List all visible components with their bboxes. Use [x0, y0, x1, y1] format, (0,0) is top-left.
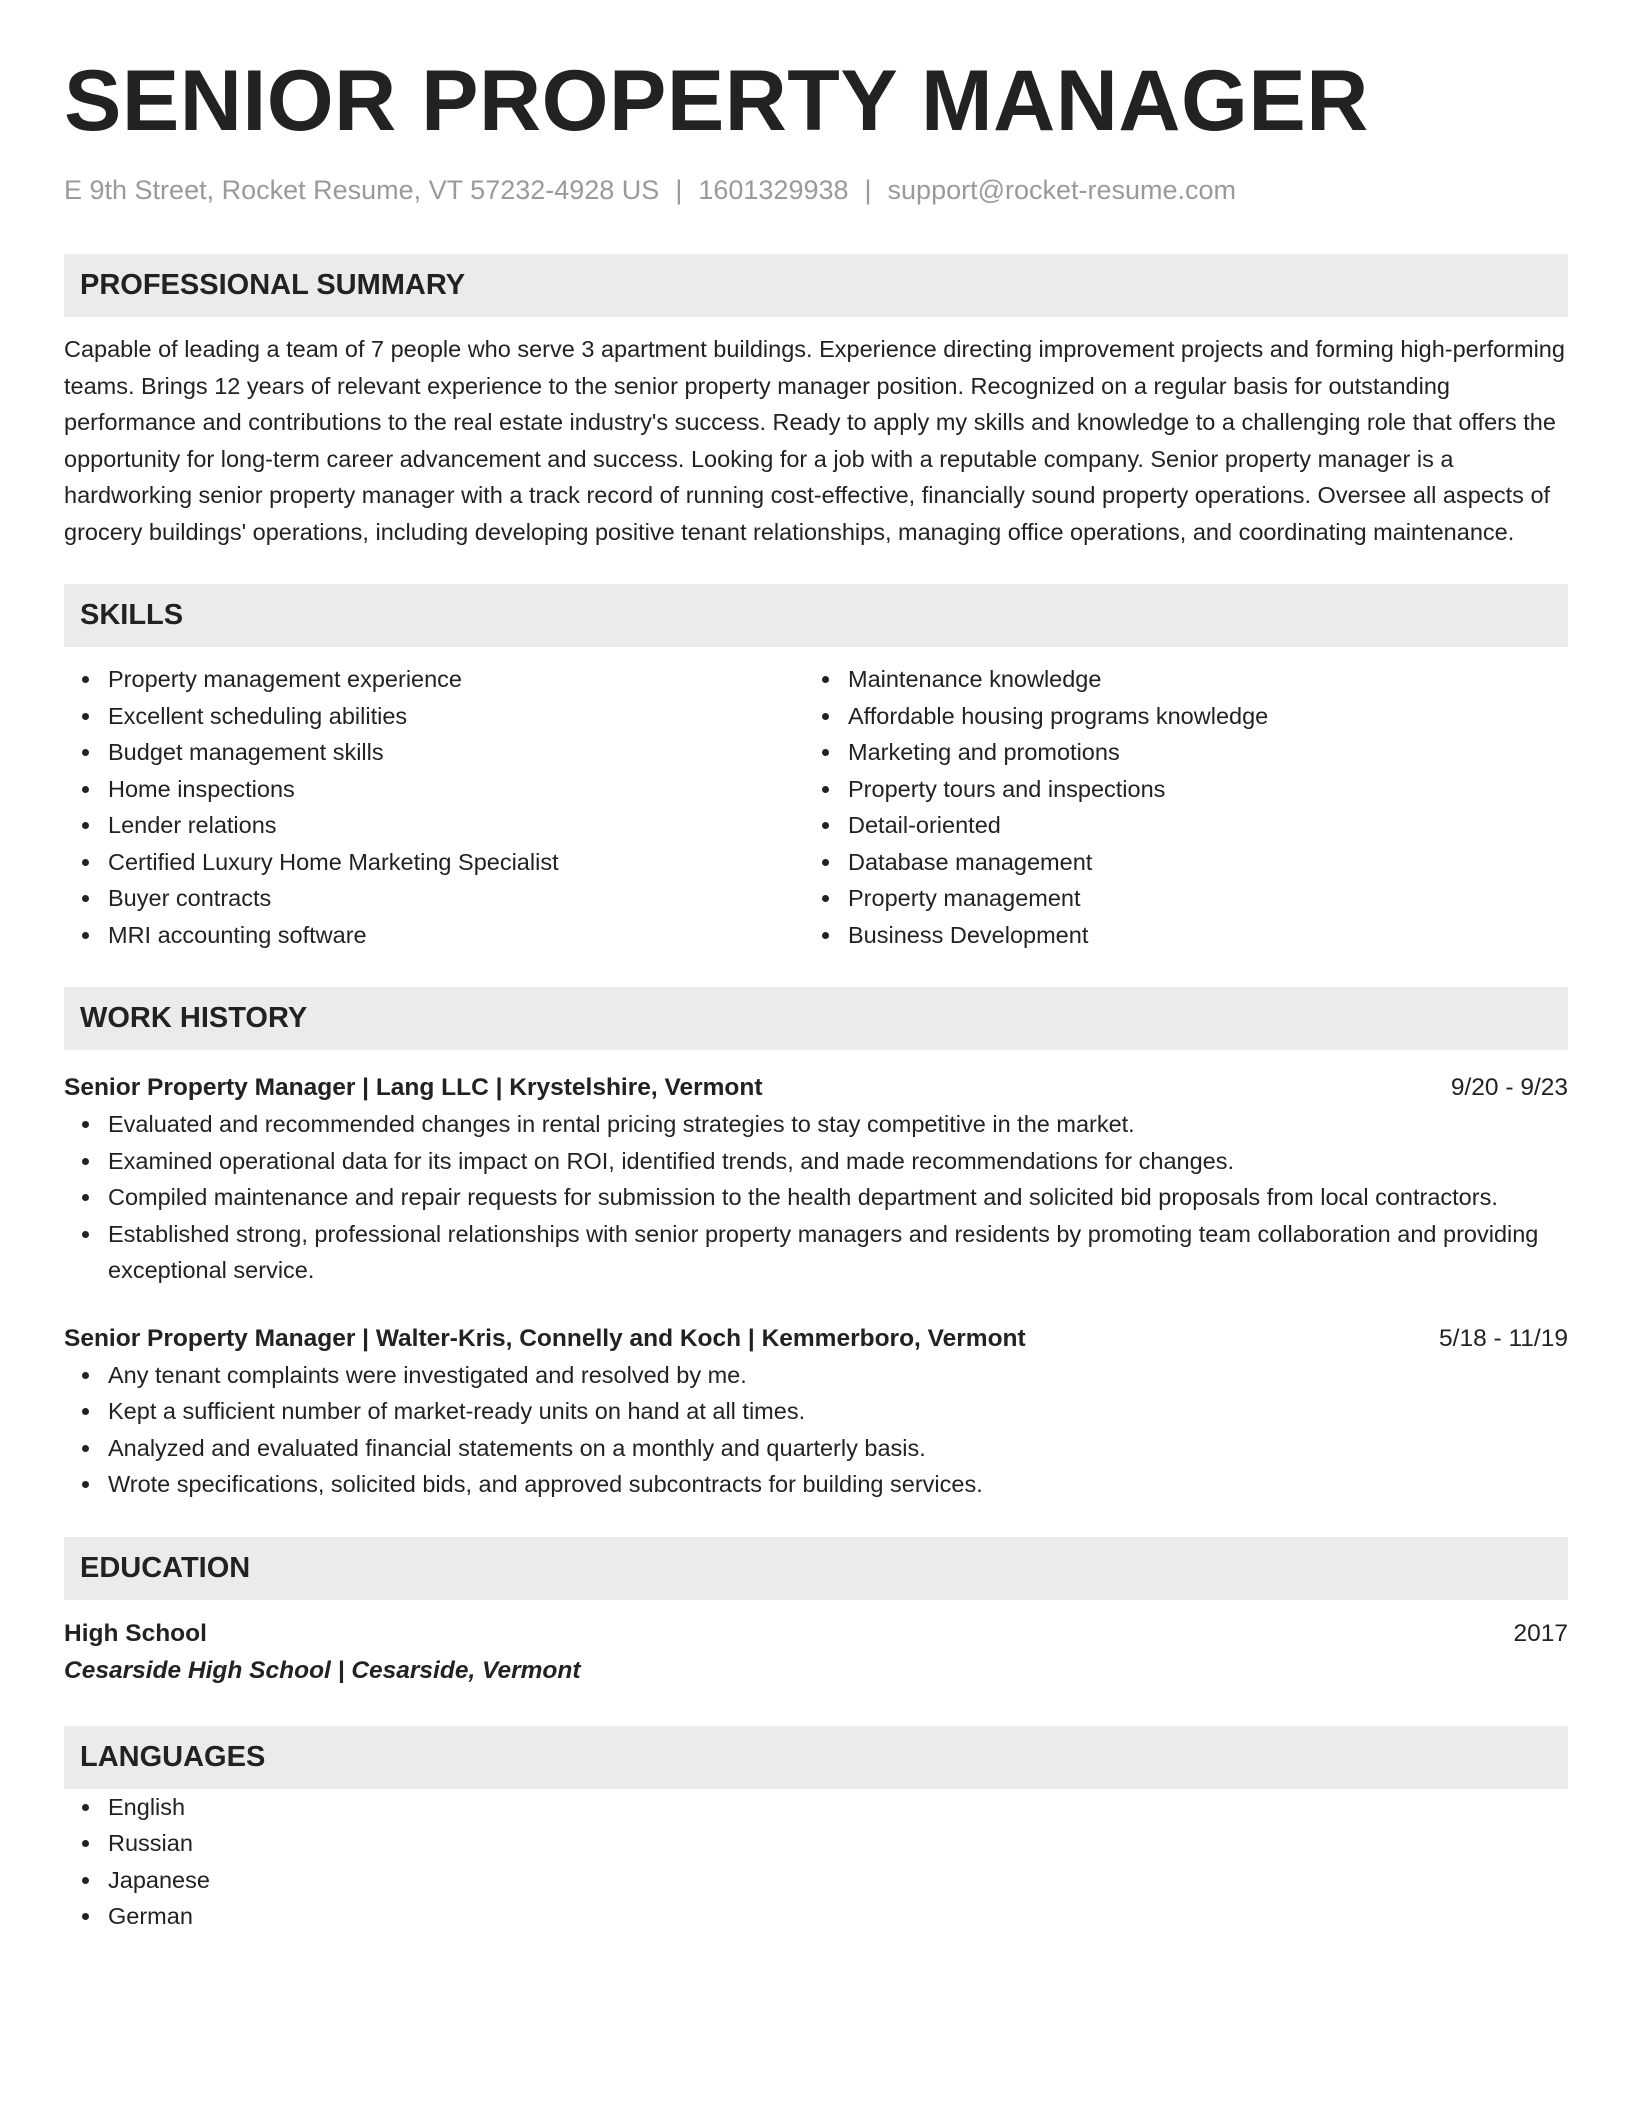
job-header: [64, 1070, 1568, 1106]
education-school: Cesarside High School | Cesarside, Vermont: [64, 1656, 581, 1684]
skill-item: Maintenance knowledge: [848, 661, 1544, 698]
skill-item: Buyer contracts: [108, 880, 804, 917]
skill-item: Detail-oriented: [848, 807, 1544, 844]
skills-grid: [64, 661, 1568, 953]
job-entry: [64, 1321, 1568, 1503]
contact-separator: |: [675, 175, 683, 205]
contact-address: E 9th Street, Rocket Resume, VT 57232-4928 US: [64, 175, 660, 205]
contact-separator: |: [864, 175, 872, 205]
language-item: Russian: [108, 1825, 1568, 1862]
job-bullet: Any tenant complaints were investigated and resolved by me.: [108, 1357, 1568, 1394]
education-year: 2017: [1513, 1619, 1568, 1647]
summary-heading: PROFESSIONAL SUMMARY: [64, 254, 1568, 317]
job-header: [64, 1321, 1568, 1357]
language-item: Japanese: [108, 1862, 1568, 1899]
skill-item: Business Development: [848, 917, 1544, 954]
job-bullet: Examined operational data for its impact on ROI, identified trends, and made recommendations for changes.: [108, 1143, 1568, 1180]
skills-list-right: [804, 661, 1544, 953]
skill-item: Property management experience: [108, 661, 804, 698]
skill-item: Lender relations: [108, 807, 804, 844]
skill-item: Property tours and inspections: [848, 771, 1544, 808]
skill-item: Affordable housing programs knowledge: [848, 698, 1544, 735]
contact-email[interactable]: support@rocket-resume.com: [887, 175, 1237, 205]
job-entry: [64, 1070, 1568, 1289]
language-item: German: [108, 1898, 1568, 1935]
skill-item: MRI accounting software: [108, 917, 804, 954]
job-bullet: Evaluated and recommended changes in rental pricing strategies to stay competitive in the market.: [108, 1106, 1568, 1143]
languages-list: [64, 1789, 1568, 1935]
skill-item: Property management: [848, 880, 1544, 917]
skill-item: Marketing and promotions: [848, 734, 1544, 771]
languages-heading: LANGUAGES: [64, 1726, 1568, 1789]
job-title: Senior Property Manager | Lang LLC | Krystelshire, Vermont: [64, 1074, 763, 1102]
skill-item: Budget management skills: [108, 734, 804, 771]
job-bullets: [64, 1357, 1568, 1503]
language-item: English: [108, 1789, 1568, 1826]
summary-text: Capable of leading a team of 7 people who serve 3 apartment buildings. Experience directing improvement projects and forming high-performing teams. Brings 12 years of relevant experience to the senior property manager position. Recognized on a regular basis for outstanding performance and contributions to the real estate industry's success. Ready to apply my skills and knowledge to a challenging role that offers the opportunity for long-term career advancement and success. Looking for a job with a reputable company. Senior property manager is a hardworking senior property manager with a track record of running cost-effective, financially sound property operations. Oversee all aspects of grocery buildings' operations, including developing positive tenant relationships, managing office operations, and coordinating maintenance.: [64, 336, 1565, 545]
skill-item: Database management: [848, 844, 1544, 881]
contact-line: [64, 174, 1568, 206]
job-dates: 9/20 - 9/23: [1450, 1074, 1568, 1102]
job-bullet: Kept a sufficient number of market-ready units on hand at all times.: [108, 1393, 1568, 1430]
skills-column-right: [804, 661, 1544, 953]
job-bullets: [64, 1106, 1568, 1289]
skills-heading: SKILLS: [64, 584, 1568, 647]
skill-item: Home inspections: [108, 771, 804, 808]
job-title: Senior Property Manager | Walter-Kris, Connelly and Koch | Kemmerboro, Vermont: [64, 1324, 1026, 1352]
job-bullet: Analyzed and evaluated financial statements on a monthly and quarterly basis.: [108, 1430, 1568, 1467]
skills-list-left: [64, 661, 804, 953]
skill-item: Excellent scheduling abilities: [108, 698, 804, 735]
skills-column-left: [64, 661, 804, 953]
education-degree: High School: [64, 1619, 207, 1647]
job-bullet: Established strong, professional relationships with senior property managers and residents by promoting team collaboration and providing exceptional service.: [108, 1216, 1568, 1289]
job-bullet: Wrote specifications, solicited bids, and approved subcontracts for building services.: [108, 1466, 1568, 1503]
candidate-name: SENIOR PROPERTY MANAGER: [64, 53, 1369, 149]
job-dates: 5/18 - 11/19: [1439, 1324, 1568, 1352]
education-row: [64, 1616, 1568, 1652]
contact-phone: 1601329938: [698, 175, 849, 205]
education-heading: EDUCATION: [64, 1537, 1568, 1600]
skill-item: Certified Luxury Home Marketing Specialist: [108, 844, 804, 881]
job-bullet: Compiled maintenance and repair requests for submission to the health department and solicited bid proposals from local contractors.: [108, 1179, 1568, 1216]
work-heading: WORK HISTORY: [64, 987, 1568, 1050]
